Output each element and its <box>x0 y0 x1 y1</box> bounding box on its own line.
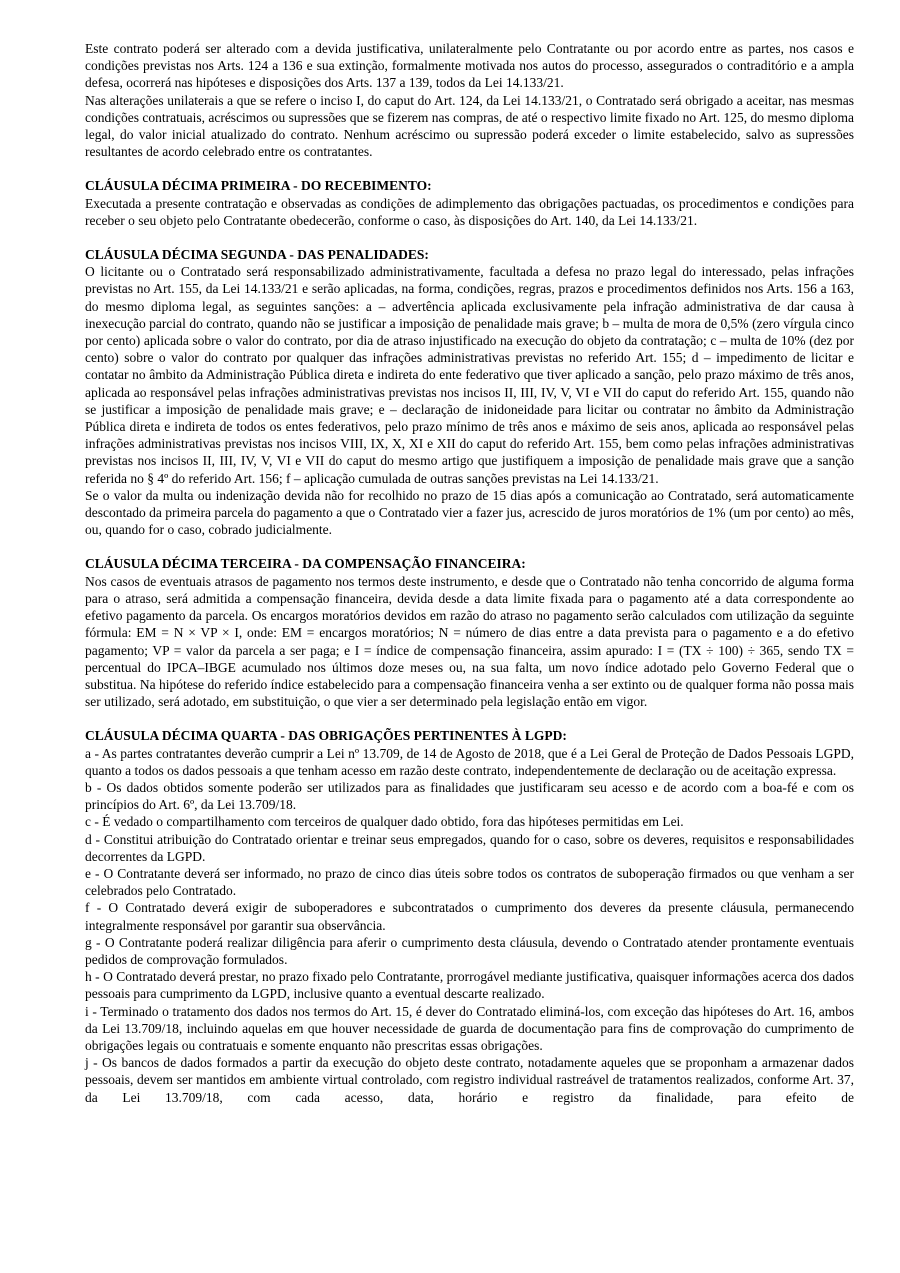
clause-14-item-h: h - O Contratado deverá prestar, no prazo fixado pelo Contratante, prorrogável mediante justificativa, quaisquer informações acerca dos dados pessoais para cumprimento da LGPD, inclusive quanto a eventual descarte realizado. <box>85 969 854 1002</box>
clause-12-body-2: Se o valor da multa ou indenização devida não for recolhido no prazo de 15 dias após a comunicação ao Contratado, será automaticamente descontado da primeira parcela do pagamento a que o Contratado vier a fazer jus, acrescido de juros moratórios de 1% (um por cento) ao mês, ou, quando for o caso, cobrado judicialmente. <box>85 487 854 538</box>
clause-14-item-j: j - Os bancos de dados formados a partir da execução do objeto deste contrato, notadamente aqueles que se proponham a armazenar dados pessoais, devem ser mantidos em ambiente virtual controlado, com registro individual rastreável de tratamentos realizados, conforme Art. 37, da Lei 13.709/18, com cada acesso, data, horário e registro da finalidade, para efeito de <box>85 1055 854 1105</box>
clause-14-item-e: e - O Contratante deverá ser informado, no prazo de cinco dias úteis sobre todos os contratos de suboperação firmados ou que venham a ser celebrados pelo Contratado. <box>85 865 854 899</box>
clause-14-item-f: f - O Contratado deverá exigir de suboperadores e subcontratados o cumprimento dos deveres da presente cláusula, permanecendo integralmente responsável por garantir sua observância. <box>85 900 854 933</box>
clause-14-item-c: c - É vedado o compartilhamento com terceiros de qualquer dado obtido, fora das hipóteses permitidas em Lei. <box>85 814 684 830</box>
clause-11-body: Executada a presente contratação e observadas as condições de adimplemento das obrigações pactuadas, os procedimentos e condições para receber o seu objeto pelo Contratante obedecerão, conforme o caso, às disposições do Art. 140, da Lei 14.133/21. <box>85 195 854 228</box>
clause-14-item-a: a - As partes contratantes deverão cumprir a Lei nº 13.709, de 14 de Agosto de 2018, que é a Lei Geral de Proteção de Dados Pessoais LGPD, quanto a todos os dados pessoais a que tenham acesso em razão deste contrato, independentemente de declaração ou de aceitação expressa. <box>85 745 854 778</box>
clause-13-heading: CLÁUSULA DÉCIMA TERCEIRA - DA COMPENSAÇÃO FINANCEIRA: <box>85 556 526 572</box>
clause-12-heading: CLÁUSULA DÉCIMA SEGUNDA - DAS PENALIDADES: <box>85 247 429 263</box>
clause-14-item-d: d - Constitui atribuição do Contratado orientar e treinar seus empregados, quando for o caso, sobre os deveres, requisitos e responsabilidades decorrentes da LGPD. <box>85 831 854 864</box>
intro-paragraph-2: Nas alterações unilaterais a que se refere o inciso I, do caput do Art. 124, da Lei 14.133/21, o Contratado será obrigado a aceitar, nas mesmas condições contratuais, acréscimos ou supressões que se fizerem nas compras, de até o respectivo limite fixado no Art. 125, do mesmo diploma legal, do valor inicial atualizado do contrato. Nenhum acréscimo ou supressão poderá exceder o limite estabelecido, salvo as supressões resultantes de acordo celebrado entre os contratantes. <box>85 92 854 160</box>
clause-14-item-g: g - O Contratante poderá realizar diligência para aferir o cumprimento desta cláusula, devendo o Contratado atender prontamente eventuais pedidos de comprovação formulados. <box>85 934 854 967</box>
clause-12-body-1: O licitante ou o Contratado será responsabilizado administrativamente, facultada a defesa no prazo legal do interessado, pelas infrações previstas no Art. 155, da Lei 14.133/21 e serão aplicadas, na forma, condições, regras, prazos e procedimentos definidos nos Arts. 156 a 163, do mesmo diploma legal, as seguintes sanções: a – advertência aplicada exclusivamente pela infração administrativa de dar causa à inexecução parcial do contrato, quando não se justificar a imposição de penalidade mais grave; b – multa de mora de 0,5% (zero vírgula cinco por cento) aplicada sobre o valor do contrato, por dia de atraso injustificado na execução do objeto da contratação; c – multa de 10% (dez por cento) sobre o valor do contrato por qualquer das infrações administrativas previstas no referido Art. 155; d – impedimento de licitar e contatar no âmbito da Administração Pública direta e indireta do ente federativo que tiver aplicado a sanção, pelo prazo máximo de três anos, aplicada ao responsável pelas infrações administrativas previstas nos incisos II, III, IV, V, VI e VII do caput do referido Art. 155, quando não se justificar a imposição de penalidade mais grave; e – declaração de inidoneidade para licitar ou contratar no âmbito da Administração Pública direta e indireta de todos os entes federativos, pelo prazo mínimo de três anos e máximo de seis anos, aplicada ao responsável pelas infrações administrativas previstas nos incisos VIII, IX, X, XI e XII do caput do referido Art. 155, bem como pelas infrações administrativas previstas nos incisos II, III, IV, V, VI e VII do caput do mesmo artigo que justifiquem a imposição de penalidade mais grave que a sanção referida no § 4º do referido Art. 156; f – aplicação cumulada de outras sanções previstas na Lei 14.133/21. <box>85 264 854 486</box>
clause-13-body: Nos casos de eventuais atrasos de pagamento nos termos deste instrumento, e desde que o Contratado não tenha concorrido de alguma forma para o atraso, será admitida a compensação financeira, devida desde a data limite fixada para o pagamento até a data correspondente ao efetivo pagamento da parcela. Os encargos moratórios devidos em razão do atraso no pagamento serão calculados com utilização da seguinte fórmula: EM = N × VP × I, onde: EM = encargos moratórios; N = número de dias entre a data prevista para o pagamento e a do efetivo pagamento; VP = valor da parcela a ser paga; e I = índice de compensação financeira, assim apurado: I = (TX ÷ 100) ÷ 365, sendo TX = percentual do IPCA–IBGE acumulado nos últimos doze meses ou, na sua falta, um novo índice adotado pelo Governo Federal que o substitua. Na hipótese do referido índice estabelecido para a compensação financeira venha a ser extinto ou de qualquer forma não possa mais ser utilizado, será adotado, em substituição, o que vier a ser determinado pela legislação então em vigor. <box>85 573 854 710</box>
clause-14-item-b: b - Os dados obtidos somente poderão ser utilizados para as finalidades que justificaram seu acesso e de acordo com a boa-fé e com os princípios do Art. 6º, da Lei 13.709/18. <box>85 779 854 813</box>
clause-14-heading: CLÁUSULA DÉCIMA QUARTA - DAS OBRIGAÇÕES PERTINENTES À LGPD: <box>85 728 567 744</box>
clause-11-heading: CLÁUSULA DÉCIMA PRIMEIRA - DO RECEBIMENTO: <box>85 178 432 194</box>
intro-paragraph-1: Este contrato poderá ser alterado com a devida justificativa, unilateralmente pelo Contratante ou por acordo entre as partes, nos casos e condições previstas nos Arts. 124 a 136 e sua extinção, formalmente motivada nos autos do processo, assegurados o contraditório e a ampla defesa, ocorrerá nas hipóteses e disposições dos Arts. 137 a 139, todos da Lei 14.133/21. <box>85 41 854 91</box>
clause-14-item-i: i - Terminado o tratamento dos dados nos termos do Art. 15, é dever do Contratado eliminá-los, com exceção das hipóteses do Art. 16, ambos da Lei 13.709/18, incluindo aquelas em que houver necessidade de guarda de documentação para fins de comprovação do cumprimento de obrigações legais ou contratuais e somente enquanto não prescritas essas obrigações. <box>85 1003 854 1053</box>
